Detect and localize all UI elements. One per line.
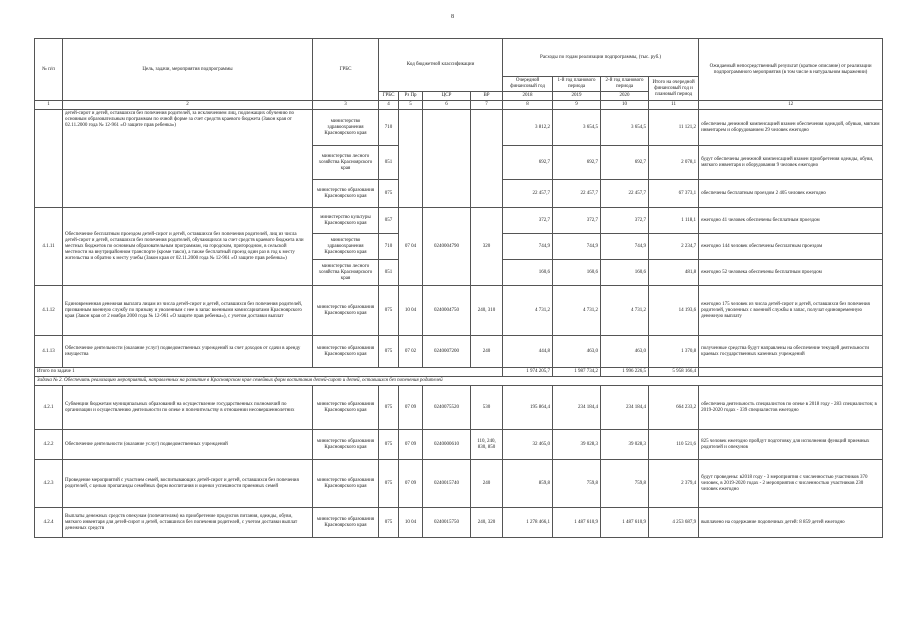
row-org: министерство культуры Красноярского края (313, 208, 379, 234)
row-value-2018: 744,9 (503, 234, 553, 260)
row-grbs: 710 (379, 234, 399, 260)
row-org: министерство образования Красноярского края (313, 460, 379, 508)
row-text: Субвенции бюджетам муниципальных образований на осуществление государственных полномочий по организации и осуществлению деятельности по опеке и попечительству в отношении несовершеннолетних (63, 386, 313, 430)
header-year1: Очередной финансовый год (503, 77, 553, 92)
row-vr (471, 110, 503, 208)
row-rzpr (399, 110, 423, 208)
row-org: министерство образования Красноярского края (313, 336, 379, 368)
row-value-2019: 1 487 610,9 (553, 508, 601, 538)
row-result: будут проведены: в2018 году - 3 мероприятия с численностью участников 370 человек, в 2019-2020 годах - 2 мероприятия с численностью участников 230 человек ежегодно (699, 460, 883, 508)
row-value-2020: 4 731,2 (601, 286, 649, 336)
subprogram-table (34, 38, 883, 538)
row-value-2019: 3 654,5 (553, 110, 601, 146)
row-total: 664 233,2 (649, 386, 699, 430)
row-value-2018: 4 731,2 (503, 286, 553, 336)
table-row (35, 110, 883, 146)
row-total: 14 193,6 (649, 286, 699, 336)
row-no: 4.2.4 (35, 508, 63, 538)
table-row (35, 208, 883, 234)
row-result: обеспечены бесплатным проездом 2 405 человек ежегодно (699, 180, 883, 208)
table-row (35, 430, 883, 460)
row-vr: 240, 320 (471, 508, 503, 538)
table-row (35, 508, 883, 538)
header-result: Ожидаемый непосредственный результат (краткое описание) от реализации подпрограммного мероприятия (в том числе в натуральном выражении) (699, 39, 883, 101)
row-vr: 320 (471, 208, 503, 286)
row-text: Проведение мероприятий с участием семей, воспитывающих детей-сирот и детей, оставшихся без попечения родителей, с целью пропаганды семейных форм воспитания и оценки успешности приемных семей (63, 460, 313, 508)
row-grbs: 075 (379, 460, 399, 508)
total-value-2018: 1 974 205,7 (503, 368, 553, 377)
row-value-2020: 1 487 610,9 (601, 508, 649, 538)
row-value-2018: 372,7 (503, 208, 553, 234)
row-text: Единовременная денежная выплата лицам из числа детей-сирот и детей, оставшихся без попечения родителей, призванным военную службу по призыву и уволенным с нее в запас военными комиссариатами Красноярского края (Закон края от 2 ноября 2000 года № 12-961 «О защите прав ребенка»), с учетом доставки выплат (63, 286, 313, 336)
row-org: министерство образования Красноярского края (313, 508, 379, 538)
table-row (35, 386, 883, 430)
header-expenses: Расходы по годам реализации подпрограммы, (тыс. руб.) (503, 39, 699, 77)
row-result: выплачено на содержание подопечных детей: 8 859 детей ежегодно (699, 508, 883, 538)
total-value-2020: 1 996 226,5 (601, 368, 649, 377)
row-total: 2 379,4 (649, 460, 699, 508)
row-value-2018: 32 465,0 (503, 430, 553, 460)
colnum: 6 (423, 101, 471, 110)
header-vr: ВР (471, 92, 503, 101)
row-grbs: 075 (379, 430, 399, 460)
row-value-2019: 22 457,7 (553, 180, 601, 208)
colnum: 12 (699, 101, 883, 110)
row-rzpr: 07 09 (399, 430, 423, 460)
row-result: будут обеспечены денежной компенсацией взамен приобретения одежды, обуви, мягкого инвентаря и оборудования 9 человек ежегодно (699, 146, 883, 180)
row-result: обеспечена деятельность специалистов по опеке в 2018 году - 283 специалистов; в 2019-2020 годах - 339 специалистов ежегодно (699, 386, 883, 430)
row-total: 2 078,1 (649, 146, 699, 180)
row-value-2020: 22 457,7 (601, 180, 649, 208)
colnum: 10 (601, 101, 649, 110)
row-org: министерство образования Красноярского края (313, 430, 379, 460)
row-value-2020: 744,9 (601, 234, 649, 260)
total-result (699, 368, 883, 377)
row-result: ежегодно 144 человек обеспечены бесплатным проездом (699, 234, 883, 260)
header-rzpr: Рз Пр (399, 92, 423, 101)
row-total: 4 253 687,9 (649, 508, 699, 538)
row-total: 1 118,1 (649, 208, 699, 234)
row-value-2019: 744,9 (553, 234, 601, 260)
row-value-2020: 463,0 (601, 336, 649, 368)
total-row (35, 368, 883, 377)
header-budget-code: Код бюджетной классификации (379, 39, 503, 92)
row-org: министерство здравоохранения Красноярского края (313, 234, 379, 260)
row-value-2020: 692,7 (601, 146, 649, 180)
total-value-2019: 1 987 734,2 (553, 368, 601, 377)
total-label: Итого по задаче 1 (35, 368, 503, 377)
row-value-2020: 234 184,4 (601, 386, 649, 430)
section-row (35, 377, 883, 386)
colnum: 2 (63, 101, 313, 110)
row-rzpr: 07 09 (399, 386, 423, 430)
row-grbs: 057 (379, 208, 399, 234)
row-value-2019: 692,7 (553, 146, 601, 180)
row-value-2019: 4 731,2 (553, 286, 601, 336)
row-total: 11 121,2 (649, 110, 699, 146)
row-csr: 0240000610 (423, 430, 471, 460)
row-value-2018: 195 864,4 (503, 386, 553, 430)
table-body (35, 110, 883, 538)
header-total: Итого на очередной финансовый год и плановый период (649, 77, 699, 101)
row-result: ежегодно 52 человека обеспечены бесплатным проездом (699, 260, 883, 286)
row-grbs: 075 (379, 286, 399, 336)
row-csr (423, 110, 471, 208)
table-row (35, 336, 883, 368)
colnum: 11 (649, 101, 699, 110)
header-grbs-code: ГРБС (379, 92, 399, 101)
row-no: 4.2.2 (35, 430, 63, 460)
row-value-2019: 39 028,3 (553, 430, 601, 460)
header-year1-value: 2018 (503, 92, 553, 101)
row-vr: 530 (471, 386, 503, 430)
row-vr: 240 (471, 336, 503, 368)
row-csr: 0240015750 (423, 508, 471, 538)
colnum: 8 (503, 101, 553, 110)
row-text: Обеспечение деятельности (оказание услуг) подведомственных учреждений (63, 430, 313, 460)
row-value-2018: 3 812,2 (503, 110, 553, 146)
row-grbs: 075 (379, 336, 399, 368)
row-org: министерство лесного хозяйства Красноярского края (313, 260, 379, 286)
header-year2-value: 2019 (553, 92, 601, 101)
header-csr: ЦСР (423, 92, 471, 101)
colnum: 9 (553, 101, 601, 110)
row-result: обеспечены денежной компенсацией взамен обеспечения одеждой, обувью, мягким инвентарем и оборудованием 29 человек ежегодно (699, 110, 883, 146)
header-year3-value: 2020 (601, 92, 649, 101)
total-sum: 5 958 166,4 (649, 368, 699, 377)
row-result: полученные средства будут направлены на обеспечение текущей деятельности краевых государственных казенных учреждений (699, 336, 883, 368)
row-value-2018: 859,8 (503, 460, 553, 508)
row-value-2020: 160,6 (601, 260, 649, 286)
table-header (35, 39, 883, 110)
row-vr: 240, 310 (471, 286, 503, 336)
row-vr: 110, 240, 830, 850 (471, 430, 503, 460)
header-year3: 2-й год планового периода (601, 77, 649, 92)
row-value-2018: 1 278 466,1 (503, 508, 553, 538)
row-value-2020: 372,7 (601, 208, 649, 234)
header-goal: Цель, задачи, мероприятия подпрограммы (63, 39, 313, 101)
row-text: Обеспечение бесплатным проездом детей-сирот и детей, оставшихся без попечения родителей, лиц из числа детей-сирот и детей, оставшихся без попечения родителей, обучающихся за счет средств краевого бюджета или местных бюджетов по основным образовательным программам, на городском, пригородном, в сельской местности на внутрирайонном транспорте (кроме такси), а также бесплатный проезд один раз в год к месту жительства и обратно к месту учебы (Закон края от 02.11.2000 года № 12-961 «О защите прав ребенка») (63, 208, 313, 286)
row-total: 1 370,8 (649, 336, 699, 368)
row-rzpr: 07 04 (399, 208, 423, 286)
row-text: Обеспечение деятельности (оказание услуг) подведомственных учреждений за счет доходов от сдачи в аренду имущества (63, 336, 313, 368)
row-csr: 0240015740 (423, 460, 471, 508)
header-year2: 1-й год планового периода (553, 77, 601, 92)
row-org: министерство образования Красноярского края (313, 180, 379, 208)
row-no: 4.2.1 (35, 386, 63, 430)
row-grbs: 710 (379, 110, 399, 146)
row-grbs: 075 (379, 180, 399, 208)
row-no (35, 110, 63, 208)
row-result: 825 человек ежегодно пройдут подготовку для исполнения функций приемных родителей и опекунов (699, 430, 883, 460)
row-rzpr: 10 04 (399, 508, 423, 538)
row-org: министерство образования Красноярского края (313, 286, 379, 336)
row-total: 2 234,7 (649, 234, 699, 260)
row-csr: 0240004790 (423, 208, 471, 286)
row-grbs: 075 (379, 508, 399, 538)
section-title: Задача № 2. Обеспечить реализацию мероприятий, направленных на развитие в Красноярском крае семейных форм воспитания детей-сирот и детей, оставшихся без попечения родителей (35, 377, 883, 386)
colnum: 1 (35, 101, 63, 110)
row-value-2020: 39 028,3 (601, 430, 649, 460)
colnum: 4 (379, 101, 399, 110)
column-number-row (35, 101, 883, 110)
row-grbs: 075 (379, 386, 399, 430)
row-rzpr: 07 02 (399, 336, 423, 368)
row-total: 67 373,1 (649, 180, 699, 208)
row-total: 110 521,6 (649, 430, 699, 460)
colnum: 3 (313, 101, 379, 110)
row-text: Выплаты денежных средств опекунам (попечителям) на приобретение продуктов питания, одежды, обуви, мягкого инвентаря для детей-сирот и детей, оставшихся без попечения родителей, с учетом доставки выплат денежных средств (63, 508, 313, 538)
row-org: министерство лесного хозяйства Красноярского края (313, 146, 379, 180)
row-value-2018: 22 457,7 (503, 180, 553, 208)
row-text: детей-сирот и детей, оставшихся без попечения родителей, за исключением лиц, подлежащих обучению по основным образовательным программам по очной форме за счет средств краевого бюджета (Закон края от 02.11.2000 года № 12-961 «О защите прав ребенка») (63, 110, 313, 208)
row-org: министерство здравоохранения Красноярского края (313, 110, 379, 146)
row-result: ежегодно 175 человек из числа детей-сирот и детей, оставшихся без попечения родителей, уволенных с военной службы в запас, получат единовременную денежную выплату (699, 286, 883, 336)
row-value-2018: 160,6 (503, 260, 553, 286)
row-csr: 0240075520 (423, 386, 471, 430)
row-no: 4.1.12 (35, 286, 63, 336)
page-number: 8 (451, 14, 454, 20)
table-row (35, 286, 883, 336)
row-grbs: 051 (379, 146, 399, 180)
row-value-2018: 444,8 (503, 336, 553, 368)
colnum: 7 (471, 101, 503, 110)
row-rzpr: 07 09 (399, 460, 423, 508)
row-rzpr: 10 04 (399, 286, 423, 336)
header-no: № п/п (35, 39, 63, 101)
row-value-2019: 234 184,4 (553, 386, 601, 430)
table-row (35, 460, 883, 508)
row-total: 481,8 (649, 260, 699, 286)
row-org: министерство образования Красноярского края (313, 386, 379, 430)
colnum: 5 (399, 101, 423, 110)
row-result: ежегодно 41 человек обеспечены бесплатным проездом (699, 208, 883, 234)
row-no: 4.1.13 (35, 336, 63, 368)
row-value-2019: 759,8 (553, 460, 601, 508)
row-no: 4.1.11 (35, 208, 63, 286)
row-no: 4.2.3 (35, 460, 63, 508)
row-value-2018: 692,7 (503, 146, 553, 180)
row-csr: 0240004750 (423, 286, 471, 336)
row-vr: 240 (471, 460, 503, 508)
row-value-2019: 463,0 (553, 336, 601, 368)
row-value-2020: 3 654,5 (601, 110, 649, 146)
row-csr: 0240007200 (423, 336, 471, 368)
row-value-2020: 759,8 (601, 460, 649, 508)
row-grbs: 051 (379, 260, 399, 286)
row-value-2019: 160,6 (553, 260, 601, 286)
header-grbs: ГРБС (313, 39, 379, 101)
row-value-2019: 372,7 (553, 208, 601, 234)
